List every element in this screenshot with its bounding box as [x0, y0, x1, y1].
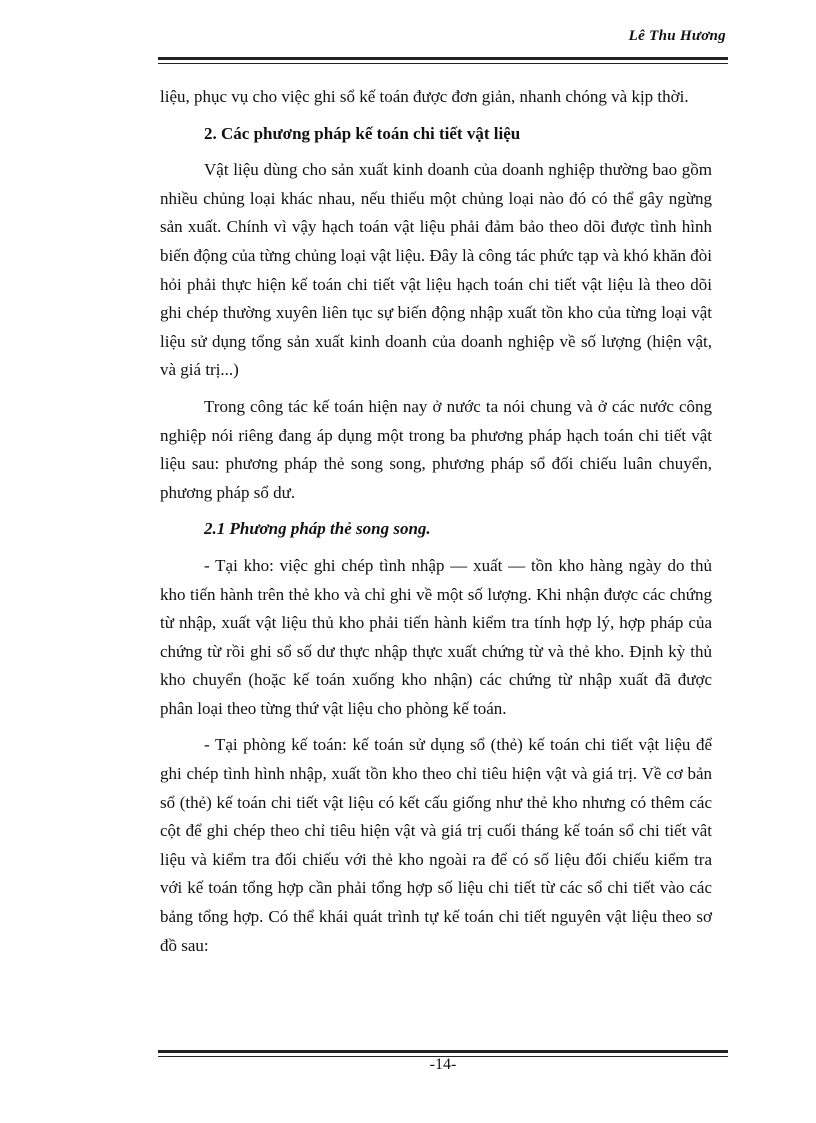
subsection-heading: 2.1 Phương pháp thẻ song song. [204, 519, 431, 539]
section-heading: 2. Các phương pháp kế toán chi tiết vật liệu [204, 123, 521, 143]
header-author: Lê Thu Hương [628, 28, 726, 44]
paragraph: Trong công tác kế toán hiện nay ở nước ta nói chung và ở các nước công nghiệp nói riêng đang áp dụng một trong ba phương pháp hạch toán chi tiết vật liệu sau: phương pháp thẻ song song, phương pháp sổ đối chiếu luân chuyển, phương pháp sổ dư. [160, 396, 712, 502]
page-body [160, 83, 712, 960]
paragraph: - Tại phòng kế toán: kế toán sử dụng sổ (thẻ) kế toán chi tiết vật liệu để ghi chép tình hình nhập, xuất tồn kho theo chỉ tiêu hiện vật và giá trị. Về cơ bản sổ (thẻ) kế toán chi tiết vật liệu có kết cấu giống như thẻ kho nhưng có thêm các cột để ghi chép theo chỉ tiêu hiện vật và giá trị cuối tháng kế toán sổ chi tiết vât liệu và kiểm tra đối chiếu với thẻ kho ngoài ra để có số liệu đối chiếu kiểm tra với kế toán tổng hợp cần phải tổng hợp số liệu chi tiết từ các sổ chi tiết vào các bảng tổng hợp. Có thể khái quát trình tự kế toán chi tiết nguyên vật liệu theo sơ đồ sau: [160, 735, 712, 955]
paragraph: Vật liệu dùng cho sản xuất kinh doanh của doanh nghiệp thường bao gồm nhiều chủng loại khác nhau, nếu thiếu một chủng loại nào đó có thể gây ngừng sản xuất. Chính vì vậy hạch toán vật liệu phải đảm bảo theo dõi được tình hình biến động của từng chủng loại vật liệu. Đây là công tác phức tạp và khó khăn đòi hỏi phải thực hiện kế toán chi tiết vật liệu hạch toán chi tiết vật liệu là theo dõi ghi chép thường xuyên liên tục sự biến động nhập xuất tồn kho của từng loại vật liệu sử dụng tổng sản xuất kinh doanh của doanh nghiệp về số lượng (hiện vật, và giá trị...) [160, 160, 712, 380]
paragraph: - Tại kho: việc ghi chép tình nhập — xuất — tồn kho hàng ngày do thủ kho tiến hành trên thẻ kho và chỉ ghi về một số lượng. Khi nhận được các chứng từ nhập, xuất vật liệu thủ kho phải tiến hành kiểm tra tính hợp lý, hợp pháp của chứng từ rồi ghi sổ số dư thực nhập thực xuất chứng từ và thẻ kho. Định kỳ thủ kho chuyển (hoặc kế toán xuống kho nhận) các chứng từ nhập xuất đã được phân loại theo từng thứ vật liệu cho phòng kế toán. [160, 555, 712, 718]
page-number: -14- [429, 1056, 457, 1073]
paragraph-continuation: liệu, phục vụ cho việc ghi sổ kế toán được đơn giản, nhanh chóng và kịp thời. [160, 87, 689, 106]
header-rule [158, 57, 728, 64]
